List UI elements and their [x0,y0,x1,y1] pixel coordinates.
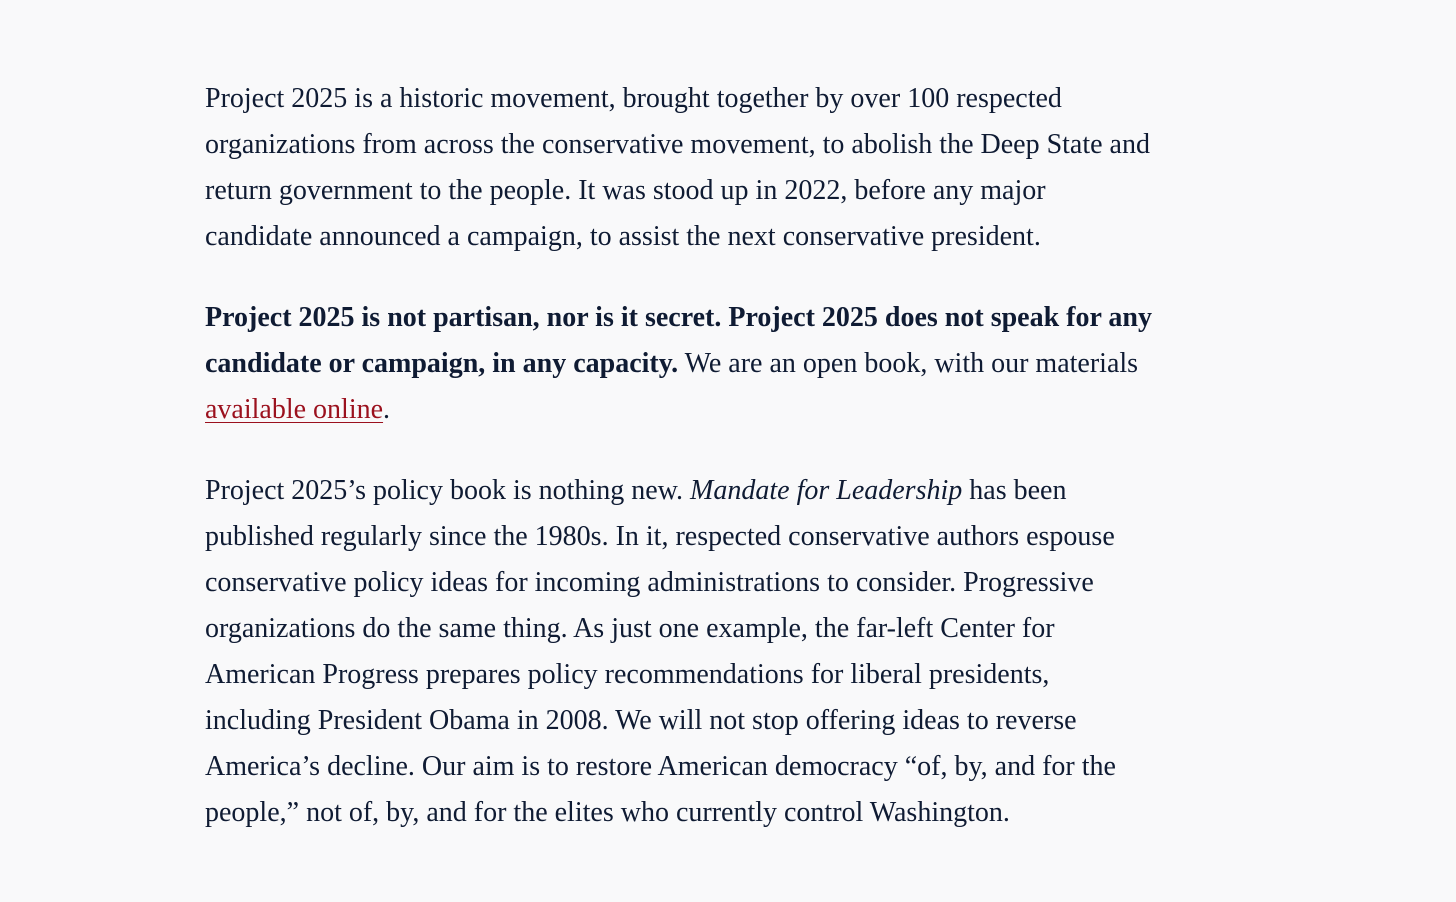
nonpartisan-line-2-rest: We are an open book, with our materials [678,348,1139,379]
intro-line-1: Project 2025 is a historic movement, brought together by over 100 respected [205,83,1062,114]
article-body [205,76,1205,836]
paragraph-nonpartisan [205,295,1205,433]
policy-line-4: organizations do the same thing. As just one example, the far-left Center for [205,613,1055,644]
policy-line-2: published regularly since the 1980s. In it, respected conservative authors espouse [205,521,1115,552]
intro-line-2: organizations from across the conservative movement, to abolish the Deep State and [205,129,1150,160]
link-trailing-period: . [383,394,391,425]
policy-line-8: people,” not of, by, and for the elites who currently control Washington. [205,797,1010,828]
intro-line-4: candidate announced a campaign, to assist the next conservative president. [205,221,1041,252]
nonpartisan-line-2 [205,341,1205,387]
mandate-title: Mandate for Leadership [690,475,963,506]
policy-line-6: including President Obama in 2008. We will not stop offering ideas to reverse [205,705,1077,736]
available-online-link[interactable]: available online [205,394,384,425]
policy-line-7: America’s decline. Our aim is to restore American democracy “of, by, and for the [205,751,1116,782]
paragraph-intro [205,76,1205,260]
intro-line-3: return government to the people. It was stood up in 2022, before any major [205,175,1046,206]
paragraph-policy-book [205,468,1205,836]
policy-line-1-start: Project 2025’s policy book is nothing new. [205,475,691,506]
policy-line-5: American Progress prepares policy recommendations for liberal presidents, [205,659,1050,690]
policy-line-1 [205,468,1205,514]
policy-line-1-end: has been [962,475,1067,506]
policy-line-3: conservative policy ideas for incoming administrations to consider. Progressive [205,567,1094,598]
nonpartisan-bold-line-1: Project 2025 is not partisan, nor is it secret. Project 2025 does not speak for any [205,302,1152,333]
nonpartisan-line-3 [205,387,1205,433]
nonpartisan-bold-line-2: candidate or campaign, in any capacity. [205,348,679,379]
